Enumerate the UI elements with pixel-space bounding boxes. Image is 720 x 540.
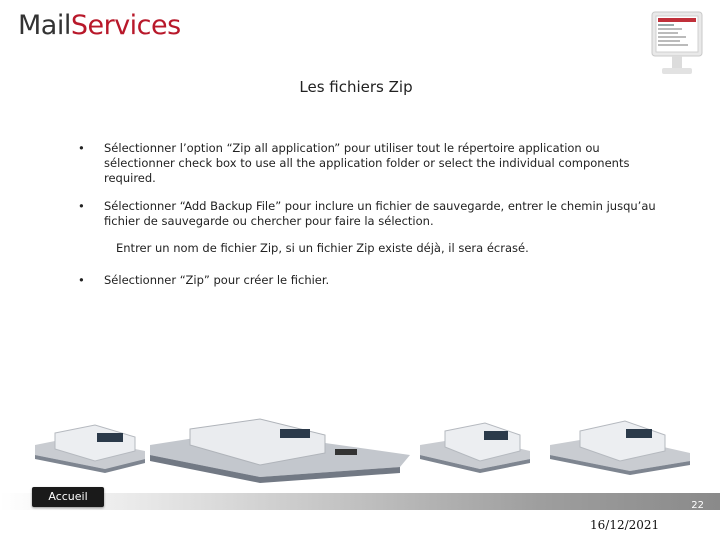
page-title: Les fichiers Zip bbox=[299, 78, 413, 96]
bullet-text: Sélectionner l’option “Zip all application” pour utiliser tout le répertoire application ou sélectionner check box to use all the application folder or select the individual components required. bbox=[104, 141, 630, 185]
bullet-text: Sélectionner “Add Backup File” pour inclure un fichier de sauvegarde, entrer le chemin jusqu’au fichier de sauvegarde ou chercher pour faire la sélection. bbox=[104, 199, 656, 228]
franking-machine bbox=[150, 419, 410, 483]
page-number: 22 bbox=[691, 500, 704, 511]
franking-machines-image bbox=[0, 415, 720, 490]
home-button[interactable]: Accueil bbox=[32, 487, 104, 507]
monitor-icon bbox=[648, 10, 706, 80]
bullet-symbol: • bbox=[78, 273, 85, 287]
franking-machine bbox=[420, 423, 530, 473]
bullet-item bbox=[78, 141, 658, 186]
franking-machine bbox=[550, 421, 690, 475]
date-label: 16/12/2021 bbox=[590, 518, 660, 532]
footer-bar bbox=[0, 493, 720, 510]
logo-mail-text: Mail bbox=[18, 10, 71, 41]
brand-logo bbox=[18, 10, 181, 41]
instruction-line: Entrer un nom de fichier Zip, si un fichier Zip existe déjà, il sera écrasé. bbox=[116, 241, 529, 255]
bullet-item bbox=[78, 273, 658, 288]
logo-services-text: Services bbox=[70, 10, 181, 41]
bullet-symbol: • bbox=[78, 199, 85, 213]
bullet-text: Sélectionner “Zip” pour créer le fichier. bbox=[104, 273, 330, 287]
bullet-item bbox=[78, 199, 658, 229]
franking-machine bbox=[35, 425, 145, 473]
bullet-symbol: • bbox=[78, 141, 85, 155]
